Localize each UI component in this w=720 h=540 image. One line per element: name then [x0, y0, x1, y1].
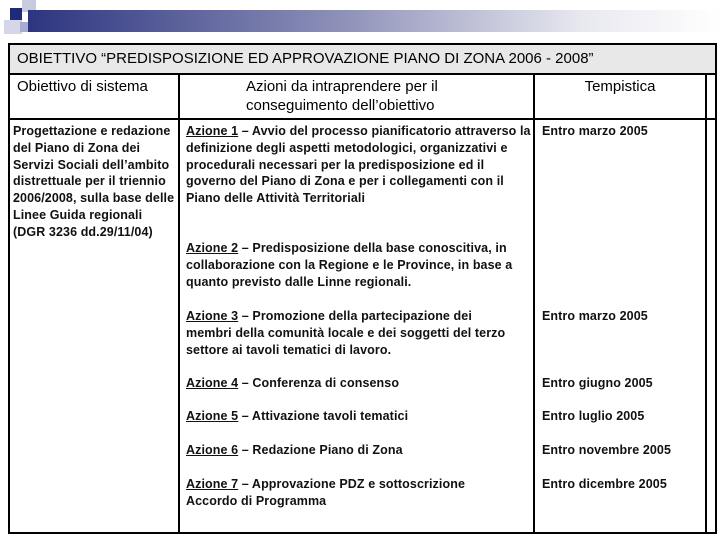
- table-title: OBIETTIVO “PREDISPOSIZIONE ED APPROVAZIONE PIANO DI ZONA 2006 - 2008”: [10, 45, 715, 75]
- timing-5: Entro luglio 2005: [542, 409, 645, 423]
- timing-7: Entro dicembre 2005: [542, 477, 667, 491]
- header-gradient-bar: [28, 10, 720, 32]
- timing-1: Entro marzo 2005: [542, 124, 648, 138]
- objective-text: Progettazione e redazione del Piano di Zona dei Servizi Sociali dell’ambito distrettuale per il triennio 2006/2008, sulla base delle Linee Guida regionali (DGR 3236 dd.29/11/04): [13, 124, 175, 239]
- header-timing: Tempistica: [584, 78, 656, 95]
- header-actions: Azioni da intraprendere per il conseguimento dell’obiettivo: [246, 78, 438, 114]
- action-6: Azione 6 – Redazione Piano di Zona: [186, 443, 403, 457]
- objective-table: [8, 43, 717, 534]
- timing-4: Entro giugno 2005: [542, 376, 653, 390]
- header-objective: Obiettivo di sistema: [17, 78, 148, 95]
- timing-3: Entro marzo 2005: [542, 309, 648, 323]
- timing-6: Entro novembre 2005: [542, 443, 672, 457]
- action-4: Azione 4 – Conferenza di consenso: [186, 376, 400, 390]
- corner-square-dark: [10, 8, 22, 20]
- action-3: Azione 3 – Promozione della partecipazione dei membri della comunità locale e dei soggetti del terzo settore ai tavoli tematici di lavoro.: [186, 309, 506, 357]
- action-5: Azione 5 – Attivazione tavoli tematici: [186, 409, 409, 423]
- action-2: Azione 2 – Predisposizione della base conoscitiva, in collaborazione con la Regione e le Province, in base a quanto previsto dalle Linne regionali.: [186, 241, 513, 289]
- action-7: Azione 7 – Approvazione PDZ e sottoscrizione Accordo di Programma: [186, 477, 465, 508]
- action-1: Azione 1 – Avvio del processo pianificatorio attraverso la definizione degli aspetti metodologici, organizzativi e procedurali necessari per la predisposizione ed il governo del Piano di Zona e per i collegamenti con il Piano delle Attività Territoriali: [186, 124, 531, 206]
